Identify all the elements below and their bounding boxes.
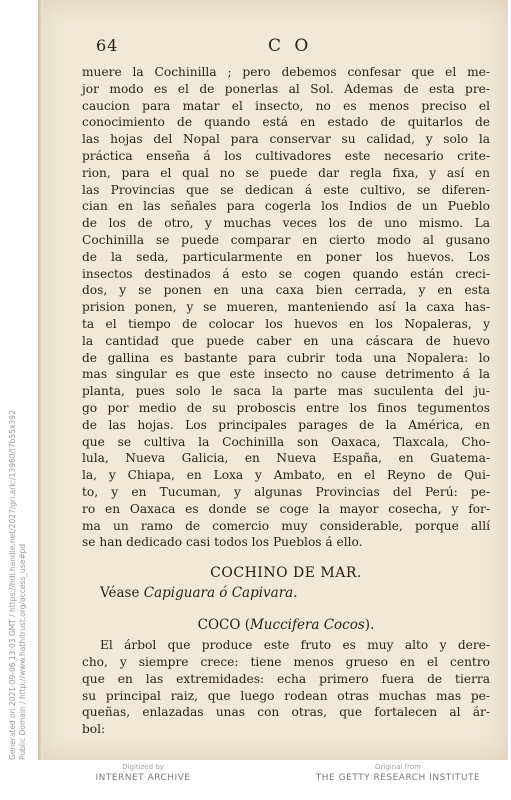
text-line: rion, para el qual no se puede dar regla fixa, y así en <box>82 165 490 180</box>
text-line: la cantidad que puede caber en una cáscara de huevo <box>82 333 490 348</box>
text-line: cian en las señales para cogerla los Indios de un Pueblo <box>82 199 490 214</box>
entry-title-end: ). <box>364 617 375 634</box>
watermark-line-2: Public Domain / http://www.hathitrust.org/access_use#pd <box>18 543 27 760</box>
text-line: dos, y se ponen en una caxa bien cerrada, y en esta <box>82 283 490 298</box>
text-line: la, y Chiapa, en Loxa y Ambato, en el Reyno de Qui- <box>82 468 490 483</box>
text-line: planta, pues solo le saca la parte mas suculenta del ju- <box>82 384 490 399</box>
text-line: go por medio de su proboscis entre los finos tegumentos <box>82 400 490 415</box>
text-line: cho, y siempre crece: tiene menos grueso en el centro <box>82 654 490 669</box>
entry-latin-name: Muccifera Cocos <box>249 617 365 634</box>
text-line: jor modo es el de ponerlas al Sol. Ademas de esta pre- <box>82 81 490 96</box>
text-line: de la seda, particularmente en poner los huevos. Los <box>82 249 490 264</box>
footer-digitizer <box>58 762 228 785</box>
footer-original-from: Original from <box>375 763 421 771</box>
text-line: las hojas del Nopal para conservar su calidad, y solo la <box>82 132 490 147</box>
page-footer <box>38 760 508 800</box>
text-line: bol: <box>82 722 106 737</box>
text-line: caucion para matar el insecto, no es menos preciso el <box>82 98 490 113</box>
page-number: 64 <box>96 36 119 55</box>
page-gutter-shadow <box>38 0 43 760</box>
text-line: que se cultiva la Cochinilla son Oaxaca, Tlaxcala, Cho- <box>82 434 490 449</box>
footer-digitized-by: Digitized by <box>122 763 164 771</box>
text-line: que en las extremidades: echa primero fuera de tierra <box>82 671 490 686</box>
text-line: muere la Cochinilla ; pero debemos confesar que el me- <box>82 65 490 79</box>
running-head <box>96 36 493 58</box>
see-reference <box>82 585 490 607</box>
text-line: su principal raiz, que luego rodean otras muchas mas pe- <box>82 688 490 703</box>
text-line: lula, Nueva Galicia, en Nueva España, en Guatema- <box>82 451 490 466</box>
text-line: conocimiento de quando está en estado de quitarlos de <box>82 115 490 130</box>
watermark-line-1: Generated on 2021-09-06 13:03 GMT / https://hdl.handle.net/2027/gri.ark:/13960/t7b55x392 <box>8 410 17 760</box>
text-line: mas singular es que este insecto no cause detrimento á la <box>82 367 490 382</box>
text-line: de los de otro, y muchas veces los de uno mismo. La <box>82 216 490 231</box>
entry-heading-coco <box>82 617 490 637</box>
footer-original <box>288 762 508 785</box>
text-line: prision ponen, y se mueren, manteniendo así la caxa has- <box>82 300 490 315</box>
entry-heading-cochino-de-mar: COCHINO DE MAR. <box>210 565 362 582</box>
text-line: ta el tiempo de colocar los huevos en los Nopaleras, y <box>82 316 490 331</box>
page-body <box>82 64 490 738</box>
see-label: Véase <box>100 585 140 602</box>
running-head-word: C O <box>268 36 313 56</box>
hathitrust-watermark <box>4 290 27 760</box>
entry-title-word: COCO ( <box>197 617 250 634</box>
text-line: se han dedicado casi todos los Pueblos á ello. <box>82 535 363 550</box>
text-line: to, y en Tucuman, y algunas Provincias del Perú: pe- <box>82 484 490 499</box>
footer-getty: THE GETTY RESEARCH INSTITUTE <box>315 773 481 783</box>
text-line: El árbol que produce este fruto es muy alto y dere- <box>100 638 490 653</box>
text-line: de las hojas. Los principales parages de la América, en <box>82 417 490 432</box>
text-line: Cochinilla se puede comparar en cierto modo al gusano <box>82 232 490 247</box>
text-line: las Provincias que se dedican á este cultivo, se diferen- <box>82 182 490 197</box>
text-line: de gallina es bastante para cubrir toda una Nopalera: lo <box>82 350 490 365</box>
text-line: queñas, enlazadas unas con otras, que fortalecen al ár- <box>82 705 490 720</box>
paragraph-coco <box>82 637 490 738</box>
see-target: Capiguara ó Capivara. <box>143 585 298 602</box>
text-line: ma un ramo de comercio muy considerable, porque allí <box>82 518 490 533</box>
text-line: insectos destinados á esto se cogen quando están creci- <box>82 266 490 281</box>
text-line: ro en Oaxaca es donde se coge la mayor cosecha, y for- <box>82 501 490 516</box>
footer-internet-archive: INTERNET ARCHIVE <box>95 773 191 783</box>
text-line: práctica enseña á los cultivadores este necesario crite- <box>82 148 490 163</box>
paragraph-cochinilla <box>82 64 490 551</box>
